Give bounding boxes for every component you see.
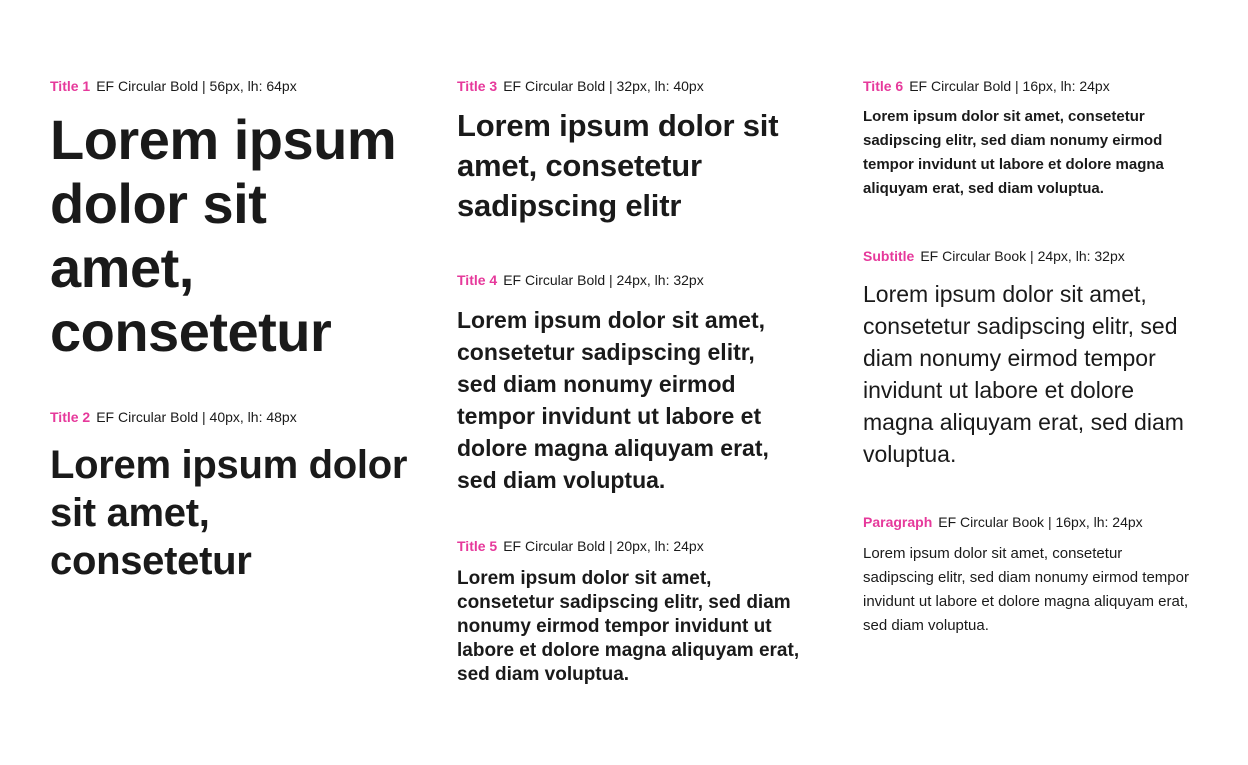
spec-title-4 (457, 270, 797, 496)
style-name: Title 1 (50, 78, 91, 94)
sample-text: Lorem ipsum dolor sit amet, consetetur sadipscing elitr, sed diam nonumy eirmod tempor invidunt ut labore et dolore magna aliquyam erat, sed diam voluptua. (863, 108, 1164, 197)
spec-title-6 (863, 76, 1193, 201)
sample-text: Lorem ipsum dolor sit amet, consetetur sadipscing elitr, sed diam nonumy eirmod tempor invidunt ut labore et dolore magna aliquyam erat, sed diam voluptua. (457, 307, 769, 493)
style-name: Subtitle (863, 248, 915, 264)
sample-text: Lorem ipsum dolor sit amet, consetetur (50, 443, 408, 583)
spec-title-2 (50, 407, 410, 585)
spec-label (50, 76, 410, 96)
sample-text: Lorem ipsum dolor sit amet, consetetur (50, 108, 397, 363)
style-description: EF Circular Bold | 20px, lh: 24px (503, 538, 704, 554)
spec-label (50, 407, 410, 427)
spec-label (457, 270, 797, 290)
style-description: EF Circular Bold | 32px, lh: 40px (503, 78, 704, 94)
style-name: Title 3 (457, 78, 498, 94)
style-name: Title 2 (50, 409, 91, 425)
sample-text: Lorem ipsum dolor sit amet, consetetur sadipscing elitr, sed diam nonumy eirmod tempor invidunt ut labore et dolore magna aliquyam erat, sed diam voluptua. (863, 545, 1189, 634)
style-description: EF Circular Bold | 56px, lh: 64px (96, 78, 297, 94)
style-name: Title 6 (863, 78, 904, 94)
style-name: Title 5 (457, 538, 498, 554)
spec-subtitle (863, 246, 1208, 470)
style-description: EF Circular Bold | 16px, lh: 24px (909, 78, 1110, 94)
spec-label (863, 246, 1208, 266)
spec-label (457, 536, 807, 556)
sample-text: Lorem ipsum dolor sit amet, consetetur sadipscing elitr (457, 108, 779, 223)
spec-label (457, 76, 797, 96)
spec-title-1 (50, 76, 410, 364)
style-description: EF Circular Book | 16px, lh: 24px (938, 514, 1143, 530)
style-description: EF Circular Book | 24px, lh: 32px (920, 248, 1125, 264)
spec-paragraph (863, 512, 1193, 638)
style-name: Paragraph (863, 514, 933, 530)
spec-title-3 (457, 76, 797, 226)
spec-label (863, 76, 1193, 96)
spec-label (863, 512, 1193, 532)
sample-text: Lorem ipsum dolor sit amet, consetetur sadipscing elitr, sed diam nonumy eirmod tempor invidunt ut labore et dolore magna aliquyam erat, sed diam voluptua. (457, 568, 800, 685)
spec-title-5 (457, 536, 807, 687)
sample-text: Lorem ipsum dolor sit amet, consetetur sadipscing elitr, sed diam nonumy eirmod tempor invidunt ut labore et dolore magna aliquyam erat, sed diam voluptua. (863, 281, 1184, 467)
style-description: EF Circular Bold | 24px, lh: 32px (503, 272, 704, 288)
style-description: EF Circular Bold | 40px, lh: 48px (96, 409, 297, 425)
style-name: Title 4 (457, 272, 498, 288)
